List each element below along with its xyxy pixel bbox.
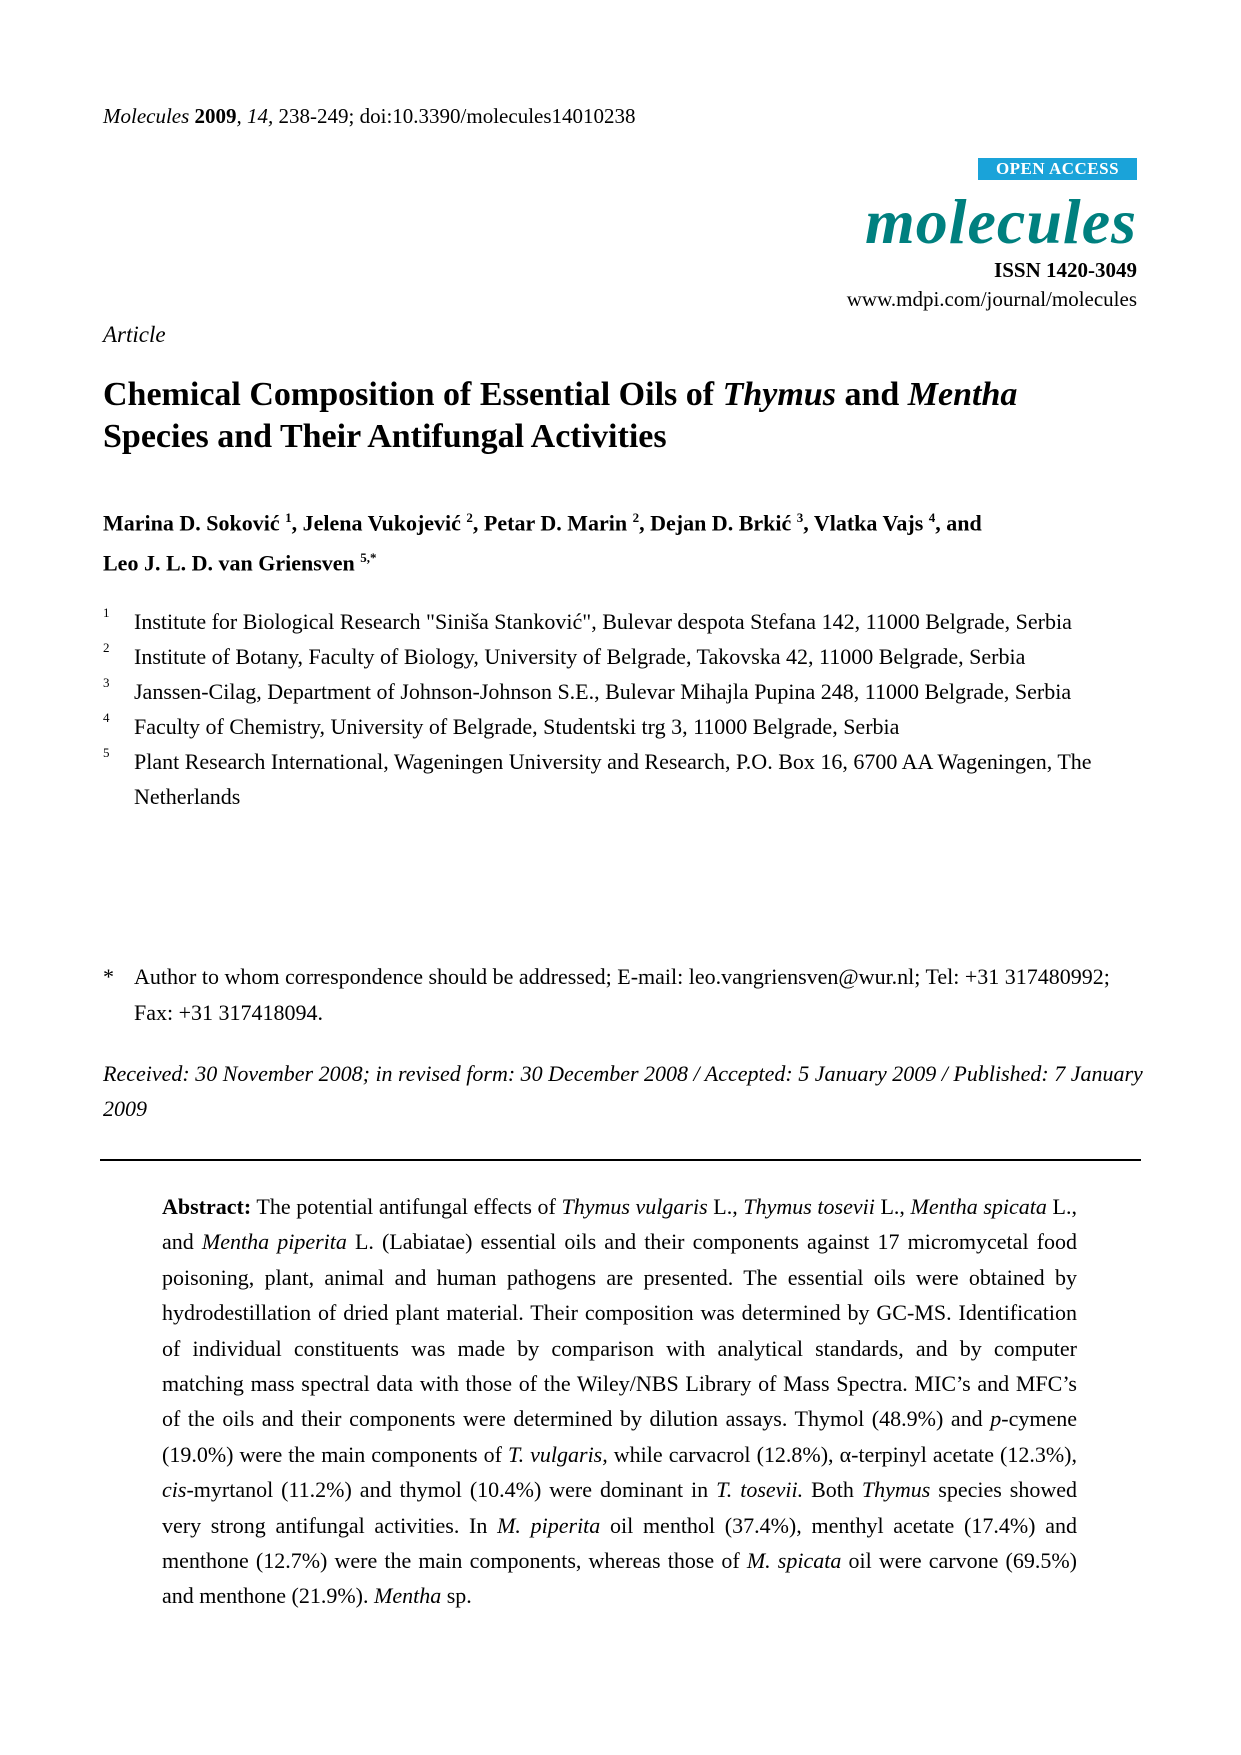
abstract-text: oil were carvone (69.5%) and menthone (21.9%). [162, 1548, 1077, 1609]
abstract-text: L., [707, 1194, 744, 1219]
affiliation-number: 2 [103, 640, 110, 655]
abstract-italic-term: T. tosevii. [716, 1477, 804, 1503]
citation-volume-prefix: , [236, 104, 248, 128]
abstract-italic-term: M. piperita [497, 1512, 601, 1538]
author-sep: , [639, 510, 651, 536]
abstract-text: L., [874, 1194, 911, 1219]
affiliation-item [103, 674, 1143, 709]
affiliation-number: 5 [103, 745, 110, 760]
correspondence-note [103, 959, 1143, 1031]
abstract-italic-term: Mentha piperita [201, 1229, 347, 1255]
abstract-text: -cymene (19.0%) were the main components of [162, 1406, 1077, 1467]
affiliation-item [103, 639, 1143, 674]
article-type: Article [103, 322, 166, 347]
author: Jelena Vukojević [302, 510, 461, 536]
affiliation-number: 4 [103, 710, 110, 725]
author-list [103, 500, 1141, 581]
correspondence-star: * [103, 964, 114, 989]
abstract-italic-term: Mentha [374, 1583, 442, 1609]
abstract-italic-term: cis [162, 1477, 187, 1503]
abstract-text: Both [803, 1477, 862, 1503]
citation-pages-doi: 238-249; doi:10.3390/molecules14010238 [278, 104, 636, 128]
journal-website-link[interactable]: www.mdpi.com/journal/molecules [846, 287, 1137, 311]
author: Dejan D. Brkić [650, 510, 792, 536]
abstract-text: oil menthol (37.4%), menthyl acetate (17.4%) and menthone (12.7%) were the main components, whereas those of [162, 1512, 1077, 1574]
abstract-italic-term: p [990, 1406, 1002, 1432]
issn: ISSN 1420-3049 [994, 258, 1137, 282]
journal-logo: molecules [864, 186, 1137, 257]
abstract-text: species showed very strong antifungal activities. In [162, 1477, 1078, 1538]
affiliation-item [103, 604, 1143, 639]
abstract-italic-term: T. vulgaris, [507, 1441, 608, 1467]
citation-year: 2009 [194, 104, 237, 128]
author-affil-sup: 5,* [360, 550, 377, 566]
author: Vlatka Vajs [813, 510, 924, 536]
abstract-text: L. (Labiatae) essential oils and their components against 17 micromycetal food poisoning, plant, animal and human pathogens are presented. The essential oils were obtained by hydrodestillation of dried plant material. Their composition was determined by GC-MS. Identification of individual constituents was made by comparison with analytical standards, and by computer matching mass spectral data with those of the Wiley/NBS Library of Mass Spectra. MIC’s and MFC’s of the oils and their components were determined by dilution assays. Thymol (48.9%) and [162, 1229, 1077, 1432]
author-sep: , and [935, 510, 982, 536]
abstract-text: The potential antifungal effects of [251, 1194, 562, 1219]
affiliation-item [103, 709, 1143, 744]
section-divider [100, 1159, 1141, 1161]
author: Marina D. Soković [103, 510, 280, 536]
affiliation-number: 1 [103, 605, 110, 620]
affiliation-text: Faculty of Chemistry, University of Belgrade, Studentski trg 3, 11000 Belgrade, Serbia [134, 714, 900, 739]
abstract-text: L., and [162, 1194, 1077, 1255]
title-genus1: Thymus [722, 376, 836, 413]
abstract-italic-term: M. spicata [746, 1548, 842, 1574]
abstract-text: while carvacrol (12.8%), α-terpinyl acetate (12.3%), [607, 1441, 1077, 1467]
affiliation-list [103, 604, 1143, 814]
paper-title [103, 374, 1143, 458]
citation-volume: 14, [247, 104, 274, 128]
author-affil-sup: 2 [632, 510, 640, 525]
affiliation-text: Janssen-Cilag, Department of Johnson-Johnson S.E., Bulevar Mihajla Pupina 248, 11000 Belgrade, Serbia [134, 679, 1072, 704]
abstract-italic-term: Mentha spicata [910, 1194, 1047, 1219]
author-sep: , [803, 510, 814, 536]
author-sep: , [291, 510, 303, 536]
abstract-text: -myrtanol (11.2%) and thymol (10.4%) were dominant in [186, 1477, 717, 1503]
affiliation-number: 3 [103, 675, 110, 690]
author-affil-sup: 2 [466, 510, 473, 525]
abstract-italic-term: Thymus tosevii [743, 1194, 875, 1219]
title-part2: and [835, 376, 908, 413]
affiliation-text: Institute of Botany, Faculty of Biology, University of Belgrade, Takovska 42, 11000 Belgrade, Serbia [134, 644, 1026, 669]
correspondence-text: Author to whom correspondence should be addressed; E-mail: leo.vangriensven@wur.nl; Tel: +31 317480992; Fax: +31 317418094. [134, 964, 1110, 1025]
title-part3: Species and Their Antifungal Activities [103, 418, 667, 455]
abstract-label: Abstract: [162, 1194, 252, 1219]
author-affil-sup: 1 [285, 510, 292, 525]
open-access-badge: OPEN ACCESS [978, 158, 1137, 180]
abstract-text: sp. [441, 1583, 472, 1609]
affiliation-item [103, 744, 1143, 814]
title-part1: Chemical Composition of Essential Oils of [103, 376, 723, 413]
affiliation-text: Institute for Biological Research "Siniša Stanković", Bulevar despota Stefana 142, 11000 Belgrade, Serbia [134, 609, 1072, 634]
abstract-italic-term: Thymus vulgaris [561, 1194, 708, 1219]
abstract-body [162, 1194, 1077, 1608]
author-affil-sup: 4 [928, 510, 936, 525]
abstract-italic-term: Thymus [861, 1477, 931, 1503]
abstract [162, 1189, 1077, 1614]
author-sep: , [472, 510, 484, 536]
citation-line [103, 104, 636, 129]
title-genus2: Mentha [907, 376, 1018, 413]
author-affil-sup: 3 [796, 510, 804, 525]
author: Petar D. Marin [483, 510, 628, 536]
citation-journal: Molecules [103, 104, 190, 128]
publication-dates: Received: 30 November 2008; in revised form: 30 December 2008 / Accepted: 5 January 2009 / Published: 7 January 2009 [103, 1061, 1143, 1121]
affiliation-text: Plant Research International, Wageningen University and Research, P.O. Box 16, 6700 AA Wageningen, The Netherlands [134, 749, 1092, 809]
author: Leo J. L. D. van Griensven [103, 550, 355, 576]
